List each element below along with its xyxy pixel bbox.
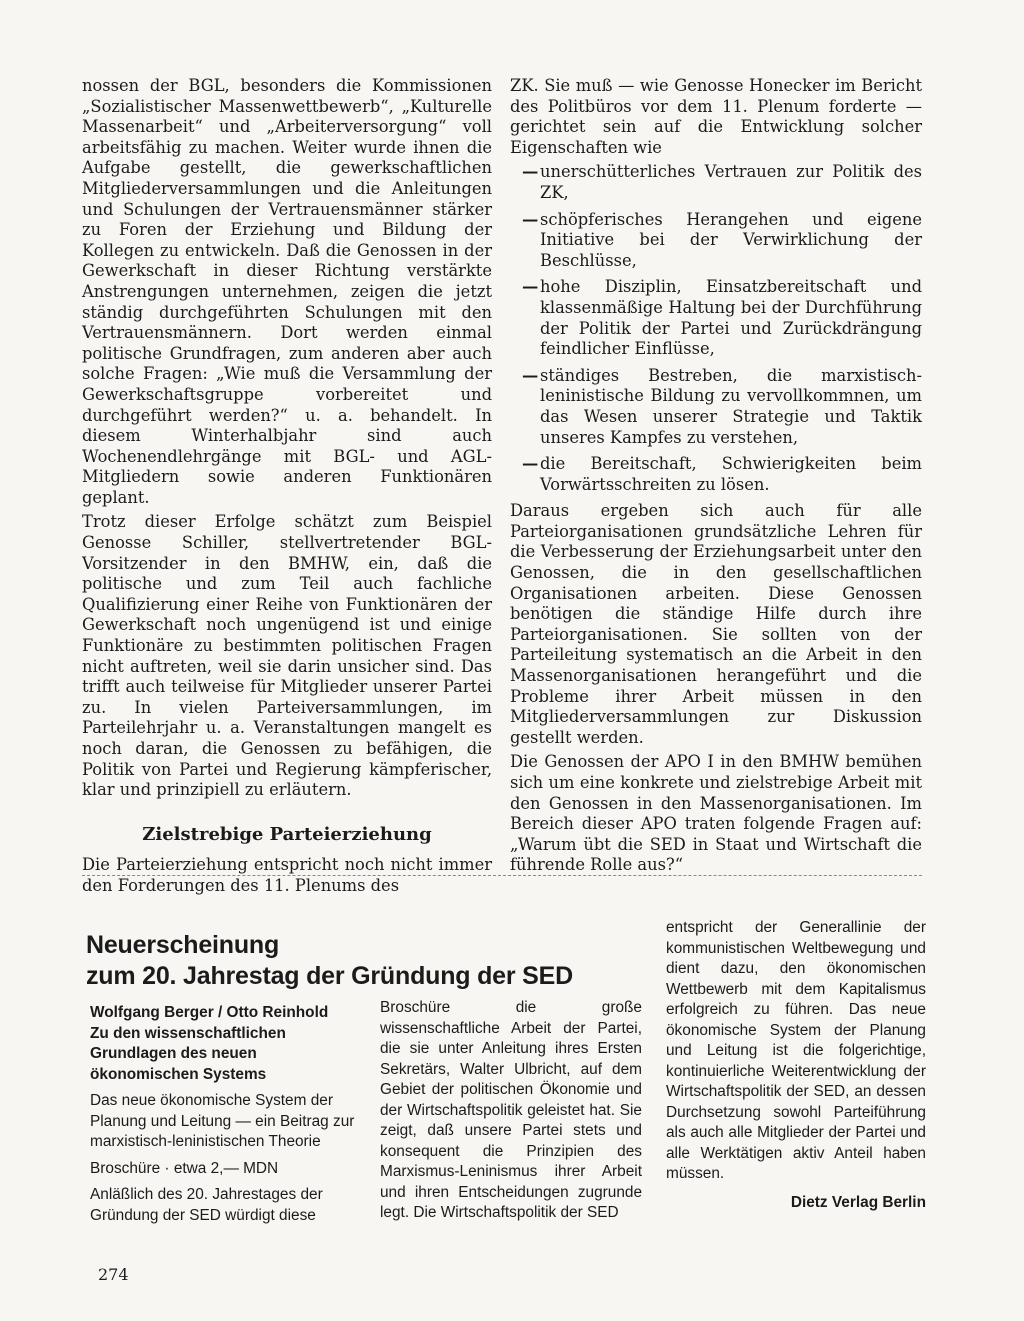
list-item (510, 366, 922, 448)
ad-column-2 (380, 998, 642, 1224)
ad-subtitle: Das neue ökonomische System der Planung und Leitung — ein Beitrag zur marxistisch-leninistischen Theorie (90, 1092, 355, 1150)
ad-description: Anläßlich des 20. Jahrestages der Gründung der SED würdigt diese (90, 1186, 323, 1224)
body-paragraph: Trotz dieser Erfolge schätzt zum Beispiel Genosse Schiller, stellvertretender BGL-Vorsitzender in den BMHW, ein, daß die politische und zum Teil auch fachliche Qualifizierung einer Reihe von Funktionären der Gewerkschaft noch ungenügend ist und einige Funktionäre zu bestimmten politischen Fragen nicht auftreten, weil sie darin unsicher sind. Das trifft auch teilweise für Mitglieder unserer Partei zu. In vielen Parteiversammlungen, im Parteilehrjahr u. a. Veranstaltungen mangelt es noch daran, die Genossen zu befähigen, die Politik von Partei und Regierung kämpferischer, klar und prinzipiell zu erläutern. (82, 512, 492, 800)
ad-authors: Wolfgang Berger / Otto Reinhold (90, 1004, 329, 1021)
list-item (510, 162, 922, 203)
list-item (510, 277, 922, 359)
ad-price: Broschüre · etwa 2,— MDN (90, 1159, 279, 1177)
list-item-text: unerschütterliches Vertrauen zur Politik des ZK, (540, 162, 922, 202)
list-item-text: ständiges Bestreben, die marxistisch-leninistische Bildung zu vervollkommnen, um das Wesen unserer Strategie und Taktik unseres Kampfes zu verstehen, (540, 365, 922, 447)
ad-headline (86, 930, 646, 992)
ad-column-3 (666, 918, 926, 1213)
body-paragraph: Die Parteierziehung entspricht noch nicht immer den Forderungen des 11. Plenums des (82, 855, 492, 895)
dash-bullet: — (522, 162, 539, 182)
dash-bullet: — (522, 209, 539, 229)
qualities-list (510, 162, 922, 495)
ad-headline-line2: zum 20. Jahrestag der Gründung der SED (86, 962, 573, 990)
ad-publisher: Dietz Verlag Berlin (790, 1193, 926, 1211)
dash-bullet: — (522, 277, 539, 297)
list-item-text: die Bereitschaft, Schwierigkeiten beim Vorwärtsschreiten zu lösen. (540, 454, 922, 494)
left-column (82, 76, 492, 901)
list-item-text: hohe Disziplin, Einsatzbereitschaft und klassenmäßige Haltung bei der Durchführung der Politik der Partei und Zurückdrängung feindlicher Einflüsse, (540, 277, 922, 359)
ad-description: entspricht der Generallinie der kommunistischen Weltbewegung und dient dazu, den ökonomischen Wettbewerb mit dem Kapitalismus erfolgreich zu führen. Das neue ökonomische System der Planung und Leitung ist die folgerichtige, kontinuierliche Weiterentwicklung der Wirtschaftspolitik der SED, an dessen Durchsetzung sowohl Parteiführung als auch alle Mitglieder der Partei und alle Werktätigen aktiv Anteil haben müssen. (666, 919, 926, 1182)
page-number: 274 (98, 1265, 129, 1284)
ad-headline-line1: Neuerscheinung (86, 931, 280, 959)
section-heading: Zielstrebige Parteierziehung (142, 823, 432, 845)
dash-bullet: — (522, 365, 539, 385)
body-paragraph: Daraus ergeben sich auch für alle Parteiorganisationen grundsätzliche Lehren für die Verbesserung der Erziehungsarbeit unter den Genossen, die in den gesellschaftlichen Organisationen arbeiten. Diese Genossen benötigen die ständige Hilfe durch ihre Parteiorganisationen. Sie sollten von der Parteileitung systematisch an die Arbeit in den Massenorganisationen herangeführt und die Probleme ihrer Arbeit müssen in den Mitgliederversammlungen zur Diskussion gestellt werden. (510, 501, 922, 747)
list-item (510, 454, 922, 495)
body-paragraph: Die Genossen der APO I in den BMHW bemühen sich um eine konkrete und zielstrebige Arbeit mit den Genossen in den Massenorganisationen. Im Bereich dieser APO traten folgende Fragen auf: „Warum übt die SED in Staat und Wirtschaft die führende Rolle aus?“ (510, 752, 922, 875)
ad-description: Broschüre die große wissenschaftliche Arbeit der Partei, die sie unter Anleitung ihres Ersten Sekretärs, Walter Ulbricht, auf dem Gebiet der politischen Ökonomie und der Wirtschaftspolitik geleistet hat. Sie zeigt, daß unsere Partei stets und konsequent die Prinzipien des Marxismus-Leninismus ihrer Arbeit und ihren Entscheidungen zugrunde legt. Die Wirtschaftspolitik der SED (380, 999, 642, 1221)
body-paragraph: ZK. Sie muß — wie Genosse Honecker im Bericht des Politbüros vor dem 11. Plenum forderte — gerichtet sein auf die Entwicklung solcher Eigenschaften wie (510, 76, 922, 157)
section-divider (82, 875, 922, 876)
right-column (510, 76, 922, 880)
body-paragraph: nossen der BGL, besonders die Kommissionen „Sozialistischer Massenwettbewerb“, „Kulturelle Massenarbeit“ und „Arbeiterversorgung“ voll arbeitsfähig zu machen. Weiter wurde ihnen die Aufgabe gestellt, die gewerkschaftlichen Mitgliederversammlungen und die Anleitungen und Schulungen der Vertrauensmänner stärker zu Foren der Erziehung und Bildung der Kollegen zu entwickeln. Daß die Genossen in der Gewerkschaft in dieser Richtung verstärkte Anstrengungen unternehmen, zeigen die jetzt ständig durchgeführten Schulungen mit den Vertrauensmännern. Dort werden einmal politische Grundfragen, zum anderen aber auch solche Fragen: „Wie muß die Versammlung der Gewerkschaftsgruppe vorbereitet und durchgeführt werden?“ u. a. behandelt. In diesem Winterhalbjahr sind auch Wochenendlehrgänge mit BGL- und AGL-Mitgliedern sowie anderen Funktionären geplant. (82, 76, 492, 507)
dash-bullet: — (522, 454, 539, 474)
ad-book-title: Zu den wissenschaftlichen Grundlagen des neuen ökonomischen Systems (90, 1024, 286, 1083)
list-item-text: schöpferisches Herangehen und eigene Initiative bei der Verwirklichung der Beschlüsse, (540, 209, 922, 270)
list-item (510, 210, 922, 272)
ad-column-1 (90, 1003, 356, 1226)
